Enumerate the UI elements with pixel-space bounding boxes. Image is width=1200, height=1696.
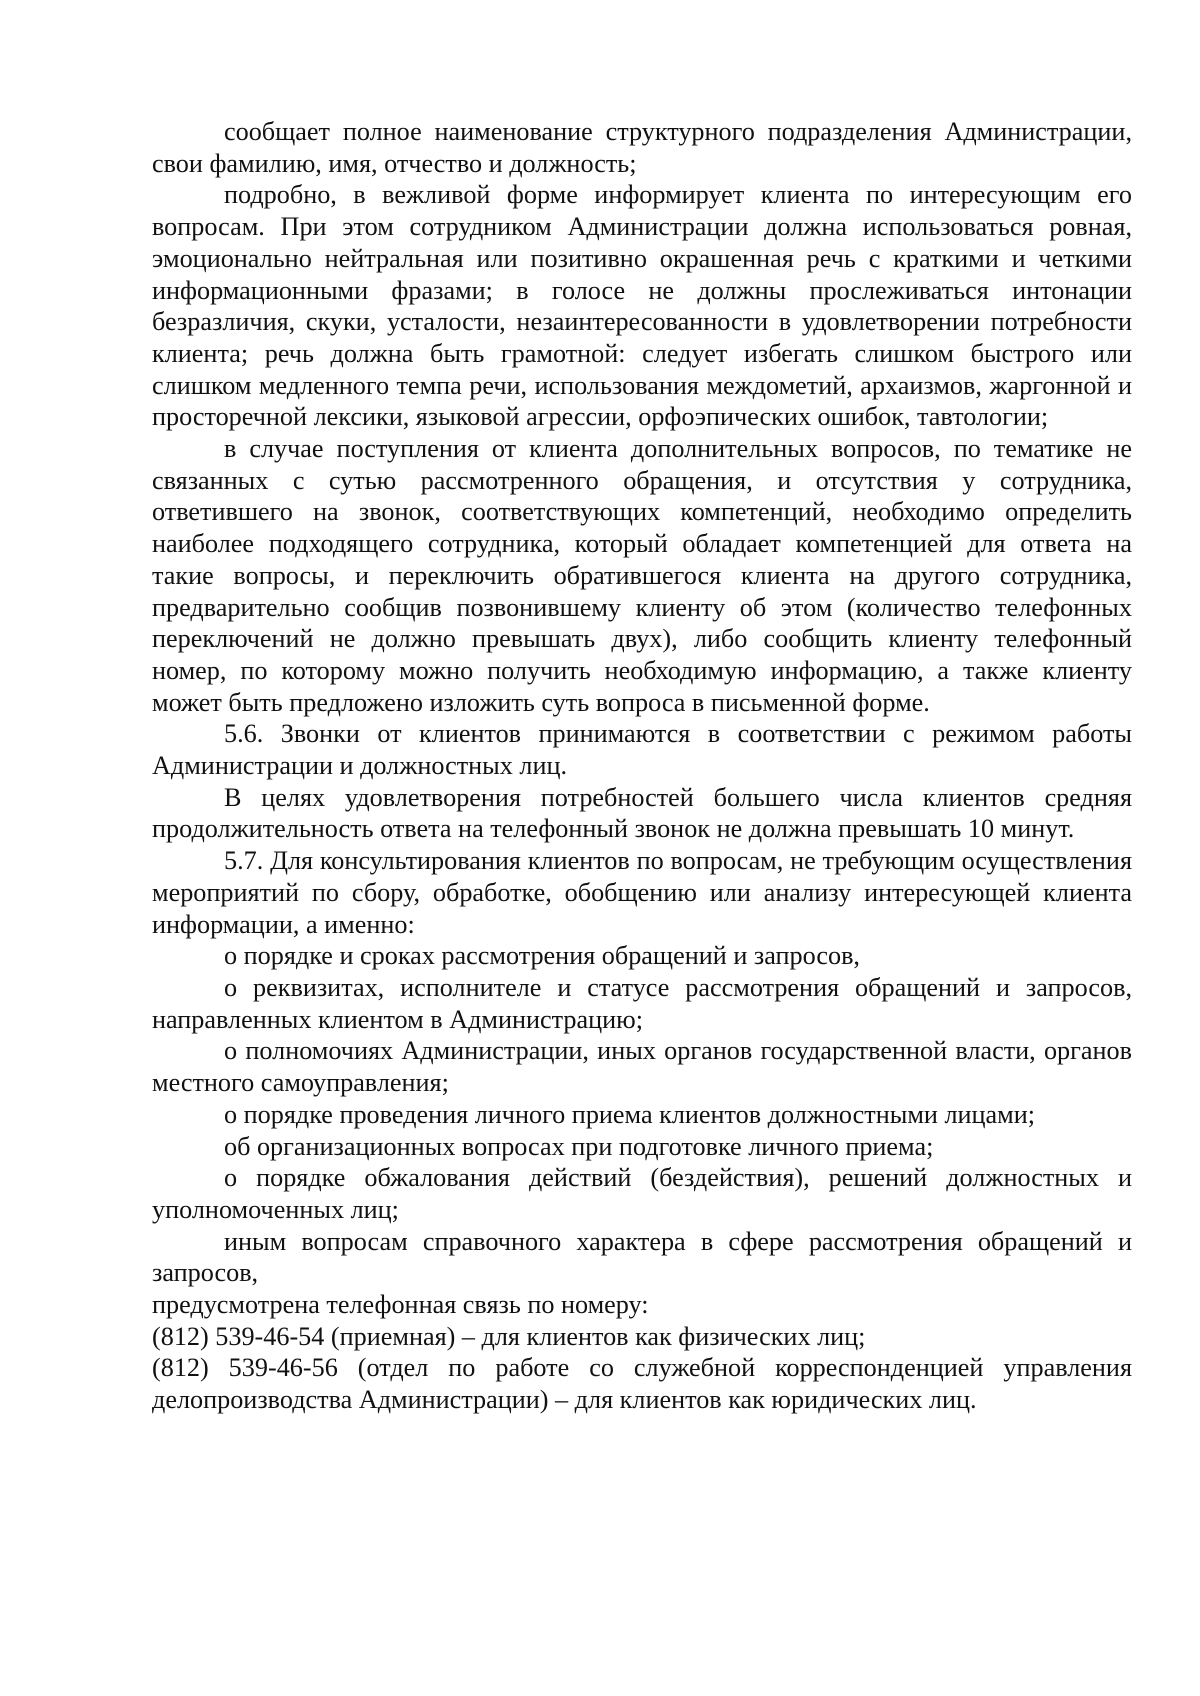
phone-line-reception: (812) 539-46-54 (приемная) – для клиентов как физических лиц;	[152, 1321, 866, 1351]
paragraph-additional-questions: в случае поступления от клиента дополнительных вопросов, по тематике не связанных с сутью рассмотренного обращения, и отсутствия у сотрудника, ответившего на звонок, соответствующих компетенций, необходимо определить наиболее подходящего сотрудника, который обладает компетенцией для ответа на такие вопросы, и переключить обратившегося клиента на другого сотрудника, предварительно сообщив позвонившему клиенту об этом (количество телефонных переключений не должно превышать двух), либо сообщить клиенту телефонный номер, по которому можно получить необходимую информацию, а также клиенту может быть предложено изложить суть вопроса в письменной форме.	[152, 434, 1132, 717]
list-item-order-terms: о порядке и сроках рассмотрения обращений и запросов,	[224, 941, 860, 971]
paragraph-5-6-calls: 5.6. Звонки от клиентов принимаются в соответствии с режимом работы Администрации и должностных лиц.	[152, 719, 1132, 781]
paragraph-5-7-consulting: 5.7. Для консультирования клиентов по вопросам, не требующим осуществления мероприятий по сбору, обработке, обобщению или анализу интересующей клиента информации, а именно:	[152, 846, 1132, 939]
phone-line-correspondence: (812) 539-46-56 (отдел по работе со служебной корреспонденцией управления делопроизводства Администрации) – для клиентов как юридических лиц.	[152, 1353, 1132, 1415]
paragraph-call-duration: В целях удовлетворения потребностей большего числа клиентов средняя продолжительность ответа на телефонный звонок не должна превышать 10 минут.	[152, 782, 1132, 844]
paragraph-contact-intro: сообщает полное наименование структурного подразделения Администрации, свои фамилию, имя, отчество и должность;	[152, 117, 1132, 178]
list-item-organizational: об организационных вопросах при подготовке личного приема;	[224, 1131, 934, 1161]
paragraph-polite-informing: подробно, в вежливой форме информирует клиента по интересующим его вопросам. При этом сотрудником Администрации должна использоваться ровная, эмоционально нейтральная или позитивно окрашенная речь с краткими и четкими информационными фразами; в голосе не должны прослеживаться интонации безразличия, скуки, усталости, незаинтересованности в удовлетворении потребности клиента; речь должна быть грамотной: следует избегать слишком быстрого или слишком медленного темпа речи, использования междометий, архаизмов, жаргонной и просторечной лексики, языковой агрессии, орфоэпических ошибок, тавтологии;	[152, 180, 1132, 432]
list-item-other-questions: иным вопросам справочного характера в сфере рассмотрения обращений и запросов,	[152, 1226, 1132, 1288]
list-item-personal-reception: о порядке проведения личного приема клиентов должностными лицами;	[224, 1099, 1036, 1129]
document-page	[152, 116, 1132, 1416]
list-item-appeal: о порядке обжалования действий (бездействия), решений должностных и уполномоченных лиц;	[152, 1163, 1132, 1224]
list-item-requisites: о реквизитах, исполнителе и статусе рассмотрения обращений и запросов, направленных клиентом в Администрацию;	[152, 972, 1132, 1034]
paragraph-phone-intro: предусмотрена телефонная связь по номеру:	[152, 1290, 649, 1320]
list-item-authority: о полномочиях Администрации, иных органов государственной власти, органов местного самоуправления;	[152, 1036, 1132, 1098]
